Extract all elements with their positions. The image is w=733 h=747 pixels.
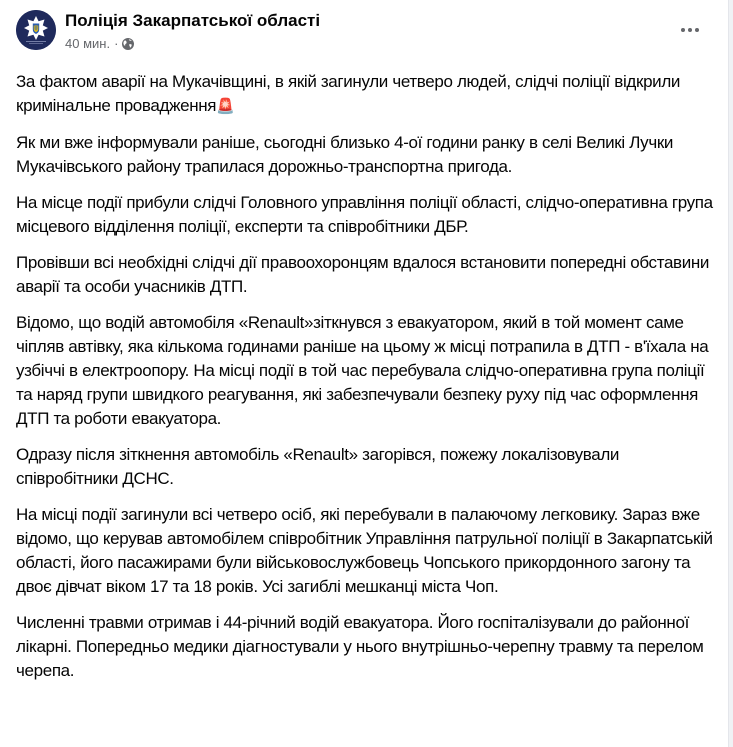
globe-icon[interactable] [122, 38, 134, 50]
post-body [16, 70, 716, 695]
post-paragraph: Численні травми отримав і 44-річний водій евакуатора. Його госпіталізували до районної лікарні. Попередньо медики діагностували у нього внутрішньо-черепну травму та перелом черепа. [16, 613, 704, 680]
separator-dot: · [114, 36, 119, 51]
more-options-button[interactable] [672, 18, 708, 42]
paragraph-text: За фактом аварії на Мукачівщині, в якій загинули четверо людей, слідчі поліції відкрили кримінальне провадження [16, 72, 681, 115]
avatar[interactable] [16, 10, 56, 50]
post-paragraph: На місці події загинули всі четверо осіб, які перебували в палаючому легковику. Зараз вже відомо, що керував автомобілем співробітник Управління патрульної поліції в Закарпатській області, його пасажирами були військовослужбовець Чопського прикордонного загону та двоє дівчат віком 17 та 18 років. Усі загиблі мешканці міста Чоп. [16, 505, 713, 596]
ellipsis-dot-icon [681, 28, 685, 32]
post-paragraph: Одразу після зіткнення автомобіль «Renault» загорівся, пожежу локалізовували співробітники ДСНС. [16, 445, 620, 488]
police-siren-icon: 🚨 [216, 98, 235, 115]
feed-scrollbar-edge [728, 0, 733, 747]
post-paragraph: На місце події прибули слідчі Головного управління поліції області, слідчо-оперативна група місцевого відділення поліції, експерти та співробітники ДБР. [16, 193, 713, 236]
post-meta [65, 36, 134, 52]
post-paragraph-headline [16, 70, 716, 119]
ellipsis-dot-icon [688, 28, 692, 32]
police-star-icon [16, 10, 56, 50]
post-paragraph: Відомо, що водій автомобіля «Renault»зіткнувся з евакуатором, який в той момент саме чіпляв автівку, яка кількома годинами раніше на цьому ж місці потрапила в ДТП - в'їхала на узбіччі в електроопору. На місці події в той час перебувала слідчо-оперативна група поліції та наряд групи швидкого реагування, які забезпечували безпеку руху під час оформлення ДТП та роботи евакуатора. [16, 313, 709, 428]
post-header [16, 10, 712, 60]
page-name-link[interactable]: Поліція Закарпатської області [65, 11, 321, 30]
post-paragraph: Провівши всі необхідні слідчі дії правоохоронцям вдалося встановити попередні обставини аварії та особи учасників ДТП. [16, 253, 710, 296]
timestamp-link[interactable]: 40 мин. [65, 36, 111, 51]
ellipsis-dot-icon [695, 28, 699, 32]
post-paragraph: Як ми вже інформували раніше, сьогодні близько 4-ої години ранку в селі Великі Лучки Мукачівського району трапилася дорожньо-транспортна пригода. [16, 133, 674, 176]
